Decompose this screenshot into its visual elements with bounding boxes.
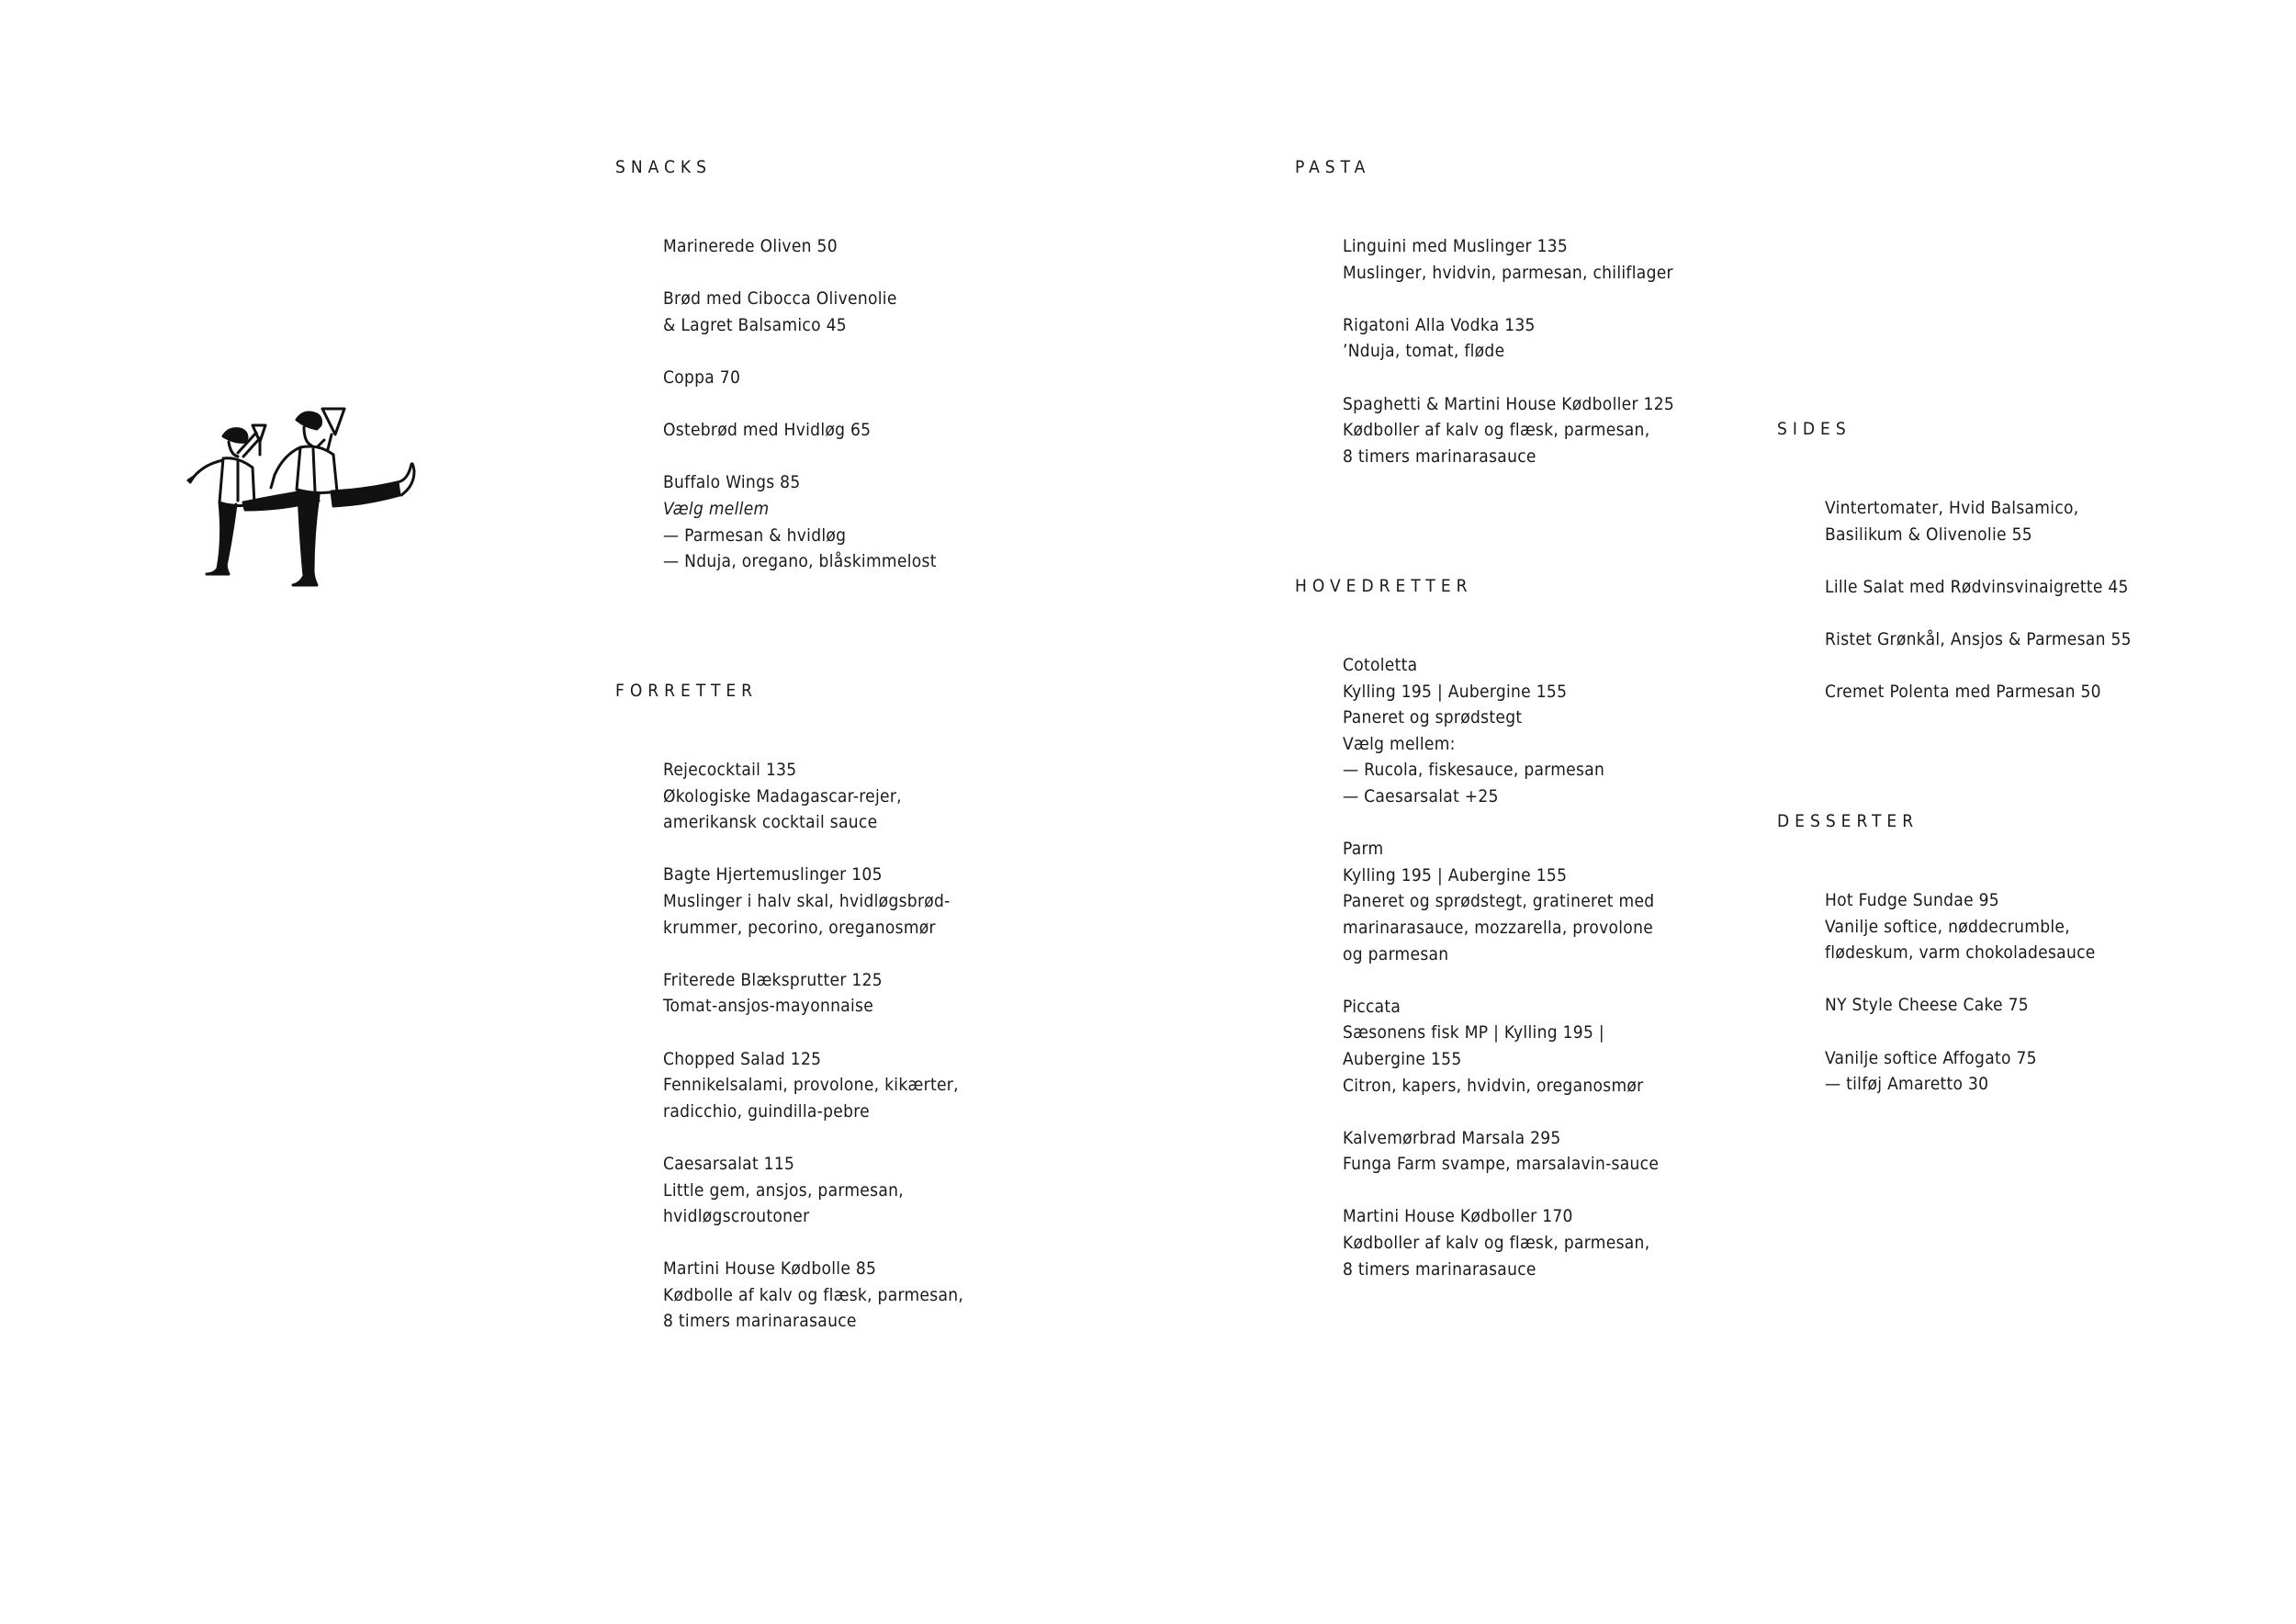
- section-pasta: [1295, 154, 1674, 469]
- menu-list-pasta: [1343, 233, 1674, 469]
- menu-item-description: 8 timers marinarasauce: [1343, 445, 1536, 467]
- menu-item-description: Muslinger i halv skal, hvidløgsbrød-: [663, 890, 951, 911]
- menu-item: [663, 1256, 963, 1335]
- menu-item: [663, 1046, 963, 1125]
- section-title-sides: SIDES: [1777, 419, 1851, 439]
- menu-item-name: Ostebrød med Hvidløg 65: [663, 420, 872, 441]
- menu-item-name: Vintertomater, Hvid Balsamico,: [1825, 498, 2079, 518]
- menu-item-name: Parm: [1343, 839, 1384, 860]
- menu-list-snacks: [663, 233, 937, 575]
- menu-item-name: Martini House Kødboller 170: [1343, 1206, 1573, 1227]
- menu-item-description: Paneret og sprødstegt, gratineret med: [1343, 891, 1655, 912]
- menu-item-name: Bagte Hjertemuslinger 105: [663, 864, 883, 885]
- menu-item-name: Linguini med Muslinger 135: [1343, 236, 1569, 256]
- menu-item-description: amerikansk cocktail sauce: [663, 812, 878, 833]
- section-sides: [1777, 416, 2132, 705]
- menu-item-name: Hot Fudge Sundae 95: [1825, 890, 1999, 910]
- menu-item: [1343, 652, 1659, 810]
- menu-item: [1825, 992, 2096, 1019]
- menu-item-description: Paneret og sprødstegt: [1343, 707, 1523, 728]
- menu-item: [1825, 887, 2096, 966]
- menu-item-description: Kylling 195 | Aubergine 155: [1343, 681, 1568, 702]
- menu-item-name: Buffalo Wings 85: [663, 472, 801, 493]
- menu-item: [663, 862, 963, 941]
- menu-item-description: 8 timers marinarasauce: [1343, 1258, 1536, 1280]
- menu-item-name: Friterede Blæksprutter 125: [663, 969, 883, 990]
- menu-item-description: flødeskum, varm chokoladesauce: [1825, 942, 2096, 964]
- section-title-hovedretter: HOVEDRETTER: [1295, 576, 1473, 596]
- menu-item-description: Funga Farm svampe, marsalavin-sauce: [1343, 1154, 1660, 1175]
- menu-item-description: & Lagret Balsamico 45: [663, 314, 847, 335]
- menu-item-description: Kylling 195 | Aubergine 155: [1343, 864, 1568, 885]
- menu-item-description: Vælg mellem:: [1343, 733, 1456, 754]
- menu-item-name: Rejecocktail 135: [663, 760, 797, 780]
- section-desserter: [1777, 808, 2096, 1098]
- menu-item-description: hvidløgscroutoner: [663, 1206, 810, 1227]
- menu-item-description: Citron, kapers, hvidvin, oreganosmør: [1343, 1075, 1644, 1096]
- menu-item-description: Vanilje softice, nøddecrumble,: [1825, 916, 2070, 937]
- menu-item-name: Piccata: [1343, 996, 1401, 1017]
- menu-item: [663, 469, 937, 574]
- menu-item: [1825, 679, 2132, 705]
- menu-item-description: Økologiske Madagascar-rejer,: [663, 785, 902, 806]
- menu-item-description: Little gem, ansjos, parmesan,: [663, 1179, 904, 1201]
- section-title-snacks: SNACKS: [615, 157, 712, 177]
- menu-item-description: Sæsonens fisk MP | Kylling 195 |: [1343, 1022, 1604, 1043]
- menu-item: [1343, 1125, 1659, 1178]
- menu-item-name: Rigatoni Alla Vodka 135: [1343, 314, 1536, 335]
- menu-item: [663, 286, 937, 338]
- menu-item: [1343, 836, 1659, 967]
- menu-list-desserter: [1825, 887, 2096, 1098]
- dancing-waiters-icon: [152, 400, 418, 597]
- menu-item-description: Tomat-ansjos-mayonnaise: [663, 996, 874, 1017]
- menu-item-description: Aubergine 155: [1343, 1048, 1462, 1069]
- menu-item-description: Fennikelsalami, provolone, kikærter,: [663, 1075, 959, 1096]
- menu-item: [1343, 1203, 1659, 1282]
- menu-item-name: Ristet Grønkål, Ansjos & Parmesan 55: [1825, 628, 2132, 649]
- menu-item-name: Vanilje softice Affogato 75: [1825, 1047, 2037, 1068]
- menu-item-description: Kødboller af kalv og flæsk, parmesan,: [1343, 1233, 1650, 1254]
- menu-item-description: krummer, pecorino, oreganosmør: [663, 917, 936, 938]
- menu-item-description: — Nduja, oregano, blåskimmelost: [663, 551, 937, 572]
- menu-item: [1825, 574, 2132, 601]
- section-snacks: [615, 154, 937, 575]
- menu-list-hovedretter: [1343, 652, 1659, 1282]
- section-forretter: [615, 678, 963, 1335]
- menu-item: [663, 233, 937, 260]
- menu-item: [1825, 495, 2132, 547]
- section-title-desserter: DESSERTER: [1777, 811, 1919, 831]
- menu-item-name: Brød med Cibocca Olivenolie: [663, 288, 897, 310]
- menu-item: [1343, 994, 1659, 1099]
- menu-item-name: NY Style Cheese Cake 75: [1825, 995, 2029, 1016]
- menu-item-description: og parmesan: [1343, 943, 1449, 964]
- menu-item-name: Lille Salat med Rødvinsvinaigrette 45: [1825, 576, 2129, 597]
- menu-item-description: ’Nduja, tomat, fløde: [1343, 341, 1505, 362]
- menu-item: [663, 967, 963, 1020]
- menu-list-forretter: [663, 757, 963, 1335]
- menu-item-description: — tilføj Amaretto 30: [1825, 1074, 1989, 1095]
- menu-item-name: Caesarsalat 115: [663, 1153, 795, 1174]
- menu-item-name: Kalvemørbrad Marsala 295: [1343, 1127, 1561, 1148]
- menu-item: [663, 417, 937, 444]
- menu-item-description: 8 timers marinarasauce: [663, 1311, 857, 1332]
- menu-item-description: Vælg mellem: [663, 498, 770, 519]
- menu-item: [1343, 233, 1674, 286]
- menu-item-description: — Caesarsalat +25: [1343, 785, 1499, 806]
- menu-item-name: Chopped Salad 125: [663, 1048, 822, 1069]
- menu-item-name: Marinerede Oliven 50: [663, 236, 838, 256]
- menu-item-name: Martini House Kødbolle 85: [663, 1258, 877, 1280]
- menu-item: [1343, 312, 1674, 365]
- menu-item-description: Kødboller af kalv og flæsk, parmesan,: [1343, 420, 1650, 441]
- menu-item-description: — Parmesan & hvidløg: [663, 524, 847, 546]
- menu-list-sides: [1825, 495, 2132, 705]
- section-title-forretter: FORRETTER: [615, 681, 759, 701]
- menu-item-description: marinarasauce, mozzarella, provolone: [1343, 917, 1654, 938]
- menu-item: [663, 365, 937, 391]
- menu-item-description: Kødbolle af kalv og flæsk, parmesan,: [663, 1284, 964, 1305]
- menu-item-description: — Rucola, fiskesauce, parmesan: [1343, 760, 1605, 781]
- menu-item-description: radicchio, guindilla-pebre: [663, 1100, 870, 1122]
- menu-item: [1825, 626, 2132, 653]
- menu-item: [1343, 391, 1674, 470]
- menu-item-name: Cotoletta: [1343, 655, 1418, 675]
- menu-item-name: Cremet Polenta med Parmesan 50: [1825, 682, 2101, 703]
- section-hovedretter: [1295, 573, 1659, 1282]
- menu-item-description: Basilikum & Olivenolie 55: [1825, 524, 2032, 545]
- menu-item: [1825, 1045, 2096, 1098]
- menu-item-name: Spaghetti & Martini House Kødboller 125: [1343, 393, 1675, 414]
- section-title-pasta: PASTA: [1295, 157, 1371, 177]
- menu-item-description: Muslinger, hvidvin, parmesan, chiliflager: [1343, 262, 1673, 283]
- menu-item: [663, 757, 963, 836]
- menu-item-name: Coppa 70: [663, 367, 741, 388]
- menu-item: [663, 1151, 963, 1230]
